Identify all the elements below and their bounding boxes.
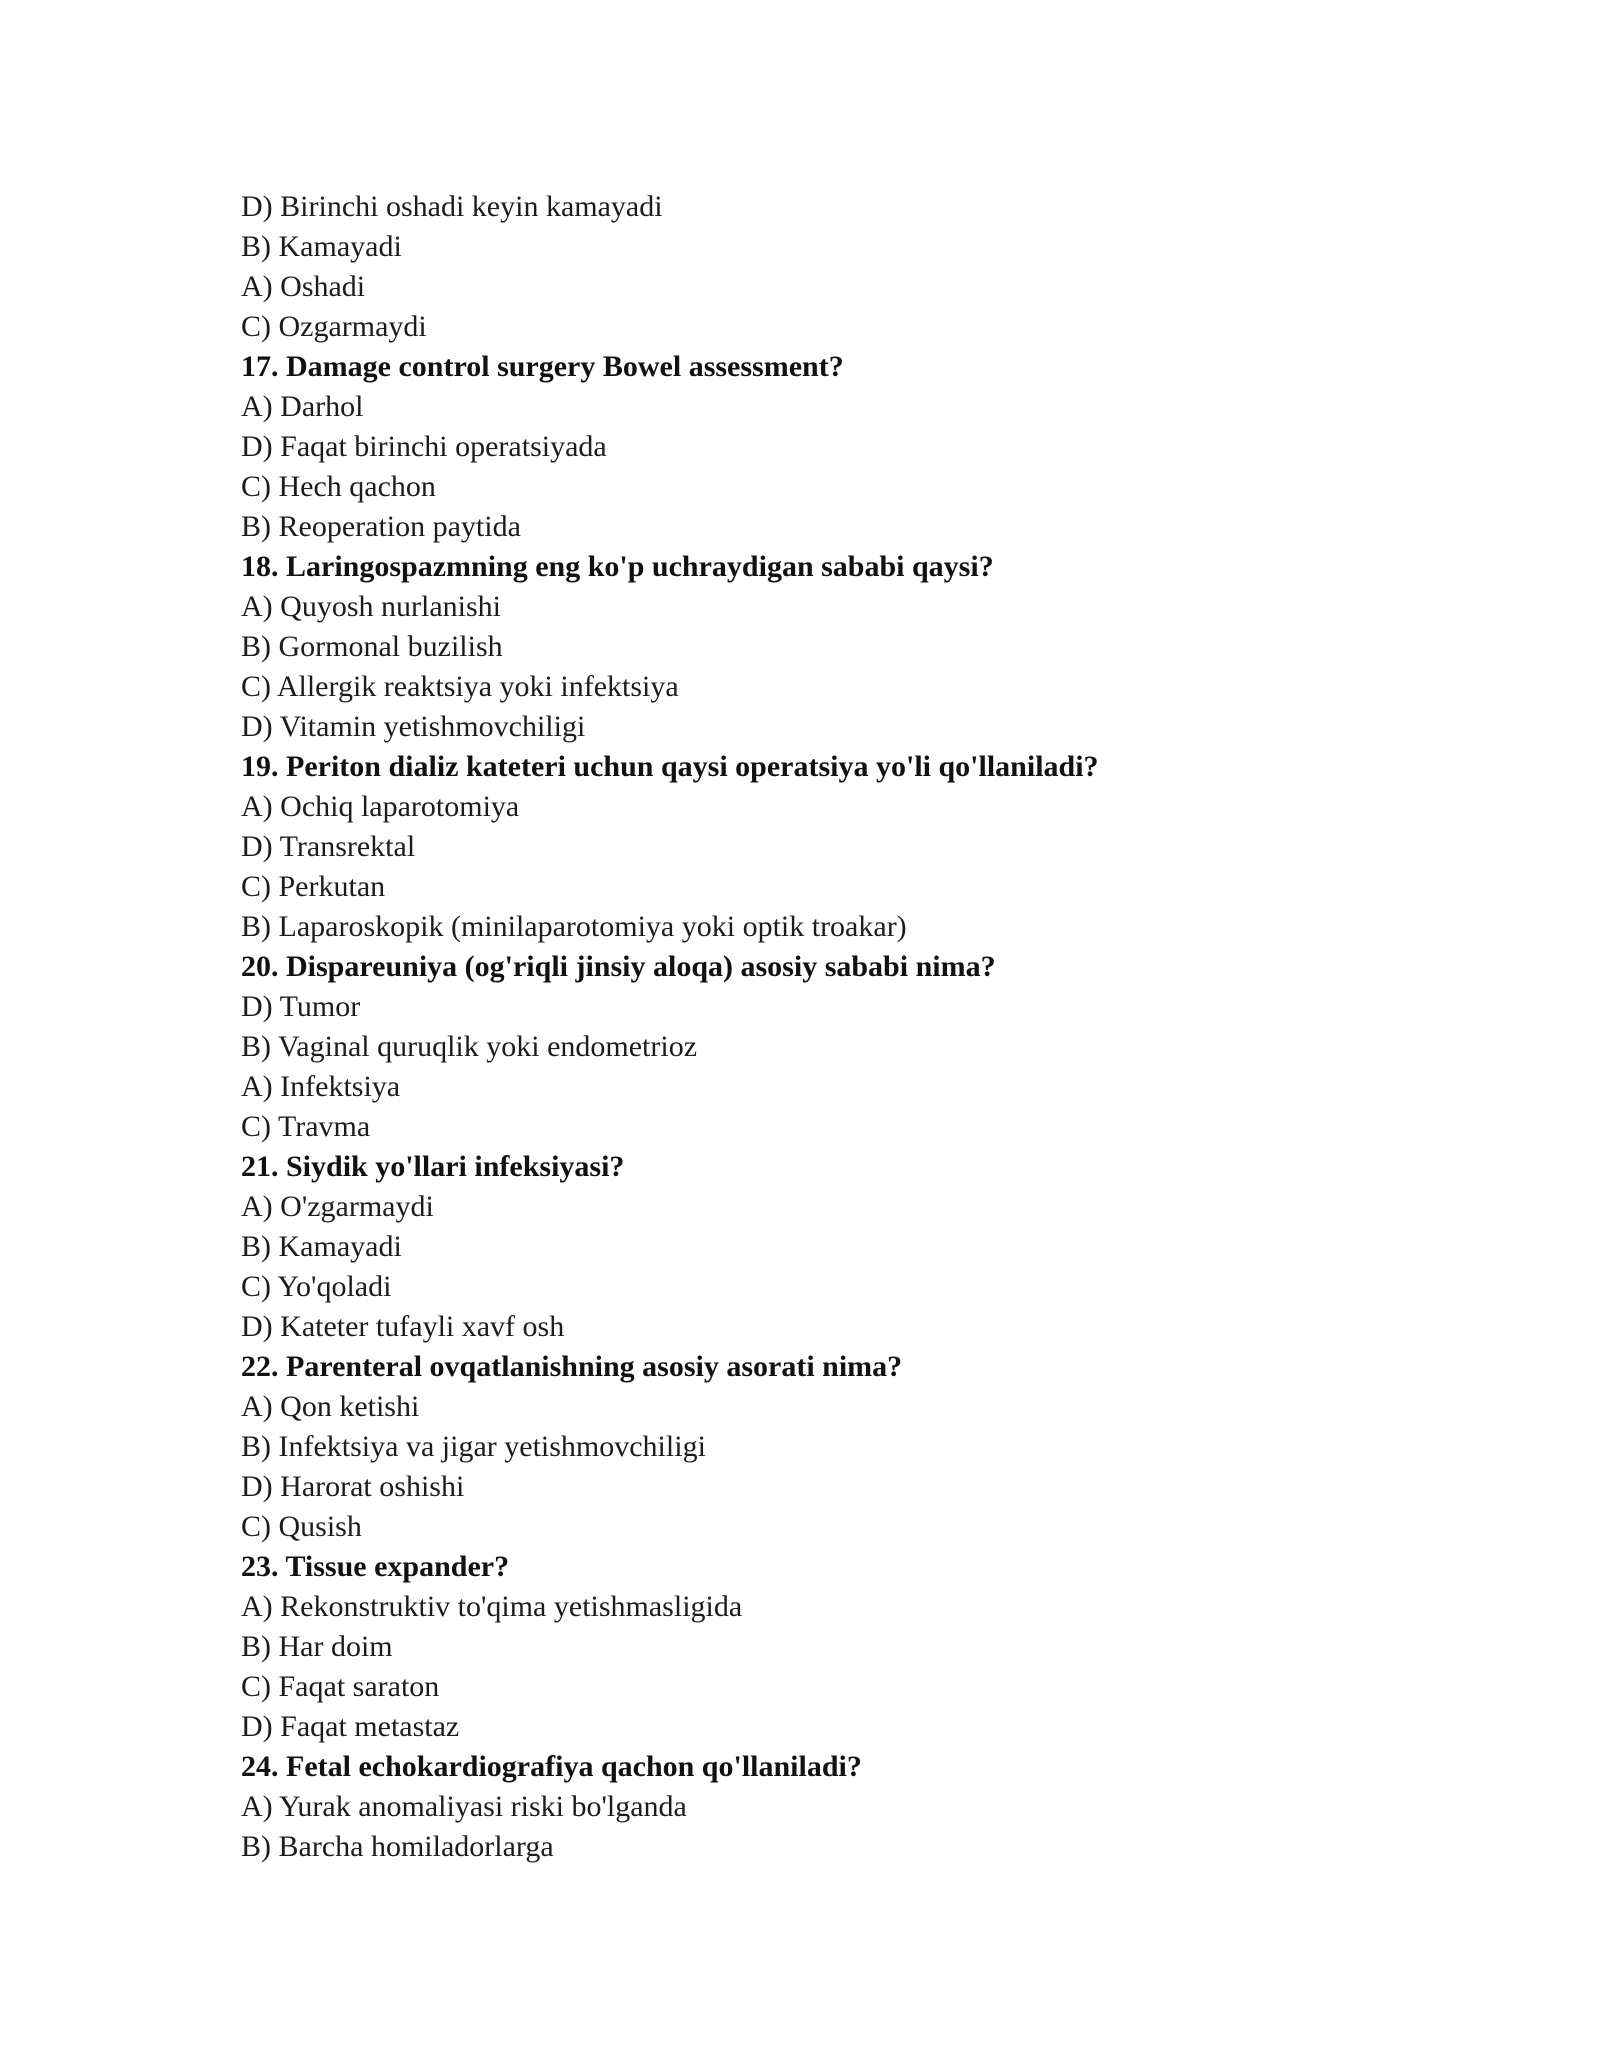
answer-option: D) Faqat metastaz <box>241 1710 460 1743</box>
answer-option: B) Har doim <box>241 1630 393 1663</box>
answer-option: D) Transrektal <box>241 830 416 863</box>
answer-option: C) Travma <box>241 1110 371 1143</box>
answer-option: A) Darhol <box>241 390 364 423</box>
question-heading: 21. Siydik yo'llari infeksiyasi? <box>241 1150 625 1183</box>
answer-option: D) Birinchi oshadi keyin kamayadi <box>241 190 663 223</box>
answer-option: B) Barcha homiladorlarga <box>241 1830 554 1863</box>
question-heading: 22. Parenteral ovqatlanishning asosiy asorati nima? <box>241 1350 903 1383</box>
answer-option: A) Quyosh nurlanishi <box>241 590 501 623</box>
question-heading: 19. Periton dializ kateteri uchun qaysi operatsiya yo'li qo'llaniladi? <box>241 750 1099 783</box>
answer-option: C) Faqat saraton <box>241 1670 440 1703</box>
answer-option: B) Gormonal buzilish <box>241 630 503 663</box>
answer-option: C) Hech qachon <box>241 470 436 503</box>
answer-option: D) Harorat oshishi <box>241 1470 465 1503</box>
answer-option: A) O'zgarmaydi <box>241 1190 434 1223</box>
answer-option: C) Ozgarmaydi <box>241 310 427 343</box>
answer-option: D) Kateter tufayli xavf osh <box>241 1310 565 1343</box>
quiz-content <box>241 187 1441 1867</box>
answer-option: B) Infektsiya va jigar yetishmovchiligi <box>241 1430 706 1463</box>
answer-option: A) Ochiq laparotomiya <box>241 790 520 823</box>
answer-option: D) Tumor <box>241 990 361 1023</box>
question-heading: 23. Tissue expander? <box>241 1550 510 1583</box>
answer-option: A) Oshadi <box>241 270 366 303</box>
answer-option: B) Laparoskopik (minilaparotomiya yoki optik troakar) <box>241 910 907 943</box>
answer-option: B) Kamayadi <box>241 230 402 263</box>
answer-option: A) Yurak anomaliyasi riski bo'lganda <box>241 1790 687 1823</box>
answer-option: A) Qon ketishi <box>241 1390 420 1423</box>
answer-option: C) Perkutan <box>241 870 386 903</box>
answer-option: D) Faqat birinchi operatsiyada <box>241 430 607 463</box>
answer-option: B) Vaginal quruqlik yoki endometrioz <box>241 1030 698 1063</box>
answer-option: C) Yo'qoladi <box>241 1270 392 1303</box>
answer-option: C) Qusish <box>241 1510 362 1543</box>
question-heading: 18. Laringospazmning eng ko'p uchraydigan sababi qaysi? <box>241 550 994 583</box>
answer-option: D) Vitamin yetishmovchiligi <box>241 710 586 743</box>
answer-option: C) Allergik reaktsiya yoki infektsiya <box>241 670 679 703</box>
question-heading: 17. Damage control surgery Bowel assessment? <box>241 350 844 383</box>
question-heading: 24. Fetal echokardiografiya qachon qo'llaniladi? <box>241 1750 862 1783</box>
answer-option: A) Infektsiya <box>241 1070 401 1103</box>
answer-option: A) Rekonstruktiv to'qima yetishmasligida <box>241 1590 743 1623</box>
question-heading: 20. Dispareuniya (og'riqli jinsiy aloqa) asosiy sababi nima? <box>241 950 996 983</box>
answer-option: B) Reoperation paytida <box>241 510 521 543</box>
answer-option: B) Kamayadi <box>241 1230 402 1263</box>
